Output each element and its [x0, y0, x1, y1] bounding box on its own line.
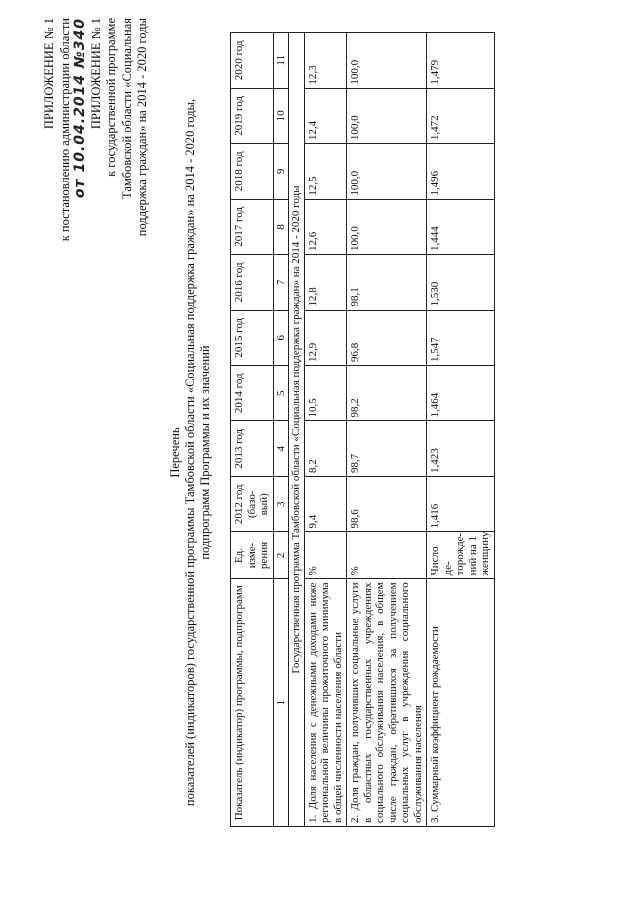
handwritten-date-number: от 10.04.2014 №340	[72, 18, 88, 199]
value-cell: 98,7	[347, 421, 427, 476]
value-cell: 98,6	[347, 476, 427, 531]
value-cell: 96,8	[347, 310, 427, 365]
document-title	[168, 0, 213, 905]
indicator-cell: 2. Доля граждан, получивших социальные услуги в областных государственных учреждениях социального обслуживания населения, в общем числе граждан, обратившихся за получением социальных услуг в учреждения социального обслуживания населения	[347, 579, 427, 827]
col-number: 1	[273, 579, 289, 827]
value-cell: 1,530	[427, 255, 495, 310]
header-2019: 2019 год	[231, 88, 274, 143]
appendix-header	[42, 18, 151, 418]
title-line-2: показателей (индикаторов) государственной программы Тамбовской области «Социальная поддержка граждан» на 2014 - 2020 годы,	[183, 98, 197, 807]
table-row	[304, 33, 347, 827]
column-number-row	[273, 33, 289, 827]
unit-cell: Число де-торожде-ний на 1 женщину	[427, 532, 495, 579]
program-reference: к государственной программе	[104, 18, 118, 177]
header-indicator: Показатель (индикатор) программы, подпрограмм	[231, 579, 274, 827]
table-header-row	[231, 33, 274, 827]
col-number: 11	[273, 33, 289, 89]
value-cell: 98,2	[347, 366, 427, 421]
appendix-title: ПРИЛОЖЕНИЕ № 1	[42, 18, 56, 130]
value-cell: 1,416	[427, 476, 495, 531]
value-cell: 1,547	[427, 310, 495, 365]
indicator-cell: 1. Доля населения с денежными доходами ниже региональной величины прожиточного минимума в общей численности населения области	[304, 579, 347, 827]
value-cell: 1,496	[427, 144, 495, 199]
col-number: 4	[273, 421, 289, 476]
value-cell: 12,9	[304, 310, 347, 365]
col-number: 9	[273, 144, 289, 199]
col-number: 8	[273, 199, 289, 254]
indicators-table	[230, 32, 495, 827]
value-cell: 100,0	[347, 199, 427, 254]
header-2013: 2013 год	[231, 421, 274, 476]
value-cell: 9,4	[304, 476, 347, 531]
title-line-1: Перечень	[168, 427, 182, 478]
header-2018: 2018 год	[231, 144, 274, 199]
header-2015: 2015 год	[231, 310, 274, 365]
value-cell: 100,0	[347, 88, 427, 143]
unit-cell: %	[347, 532, 427, 579]
header-2012: 2012 год (базо-вый)	[231, 476, 274, 531]
header-unit: Ед. изме-рения	[231, 532, 274, 579]
col-number: 5	[273, 366, 289, 421]
value-cell: 10,5	[304, 366, 347, 421]
resolution-reference: к постановлению администрации области	[57, 18, 72, 242]
value-cell: 12,8	[304, 255, 347, 310]
value-cell: 1,444	[427, 199, 495, 254]
value-cell: 1,479	[427, 33, 495, 89]
col-number: 6	[273, 310, 289, 365]
value-cell: 8,2	[304, 421, 347, 476]
value-cell: 12,3	[304, 33, 347, 89]
value-cell: 1,464	[427, 366, 495, 421]
section-title: Государственная программа Тамбовской области «Социальная поддержка граждан» на 2014 - 2020 годы	[289, 33, 305, 827]
title-line-3: подпрограмм Программы и их значений	[198, 345, 212, 560]
value-cell: 1,423	[427, 421, 495, 476]
header-2017: 2017 год	[231, 199, 274, 254]
value-cell: 100,0	[347, 33, 427, 89]
col-number: 10	[273, 88, 289, 143]
program-name-line-2: поддержка граждан» на 2014 - 2020 годы	[135, 18, 149, 237]
indicator-cell: 3. Суммарный коэффициент рождаемости	[427, 579, 495, 827]
header-2016: 2016 год	[231, 255, 274, 310]
col-number: 2	[273, 532, 289, 579]
section-row	[289, 33, 305, 827]
program-name-line-1: Тамбовской области «Социальная	[119, 18, 134, 199]
value-cell: 12,6	[304, 199, 347, 254]
value-cell: 12,5	[304, 144, 347, 199]
header-2020: 2020 год	[231, 33, 274, 89]
header-2014: 2014 год	[231, 366, 274, 421]
unit-cell: %	[304, 532, 347, 579]
appendix-subtitle: ПРИЛОЖЕНИЕ № 1	[88, 18, 103, 130]
col-number: 7	[273, 255, 289, 310]
table-row	[427, 33, 495, 827]
value-cell: 100,0	[347, 144, 427, 199]
value-cell: 12,4	[304, 88, 347, 143]
value-cell: 98,1	[347, 255, 427, 310]
value-cell: 1,472	[427, 88, 495, 143]
table-row	[347, 33, 427, 827]
col-number: 3	[273, 476, 289, 531]
